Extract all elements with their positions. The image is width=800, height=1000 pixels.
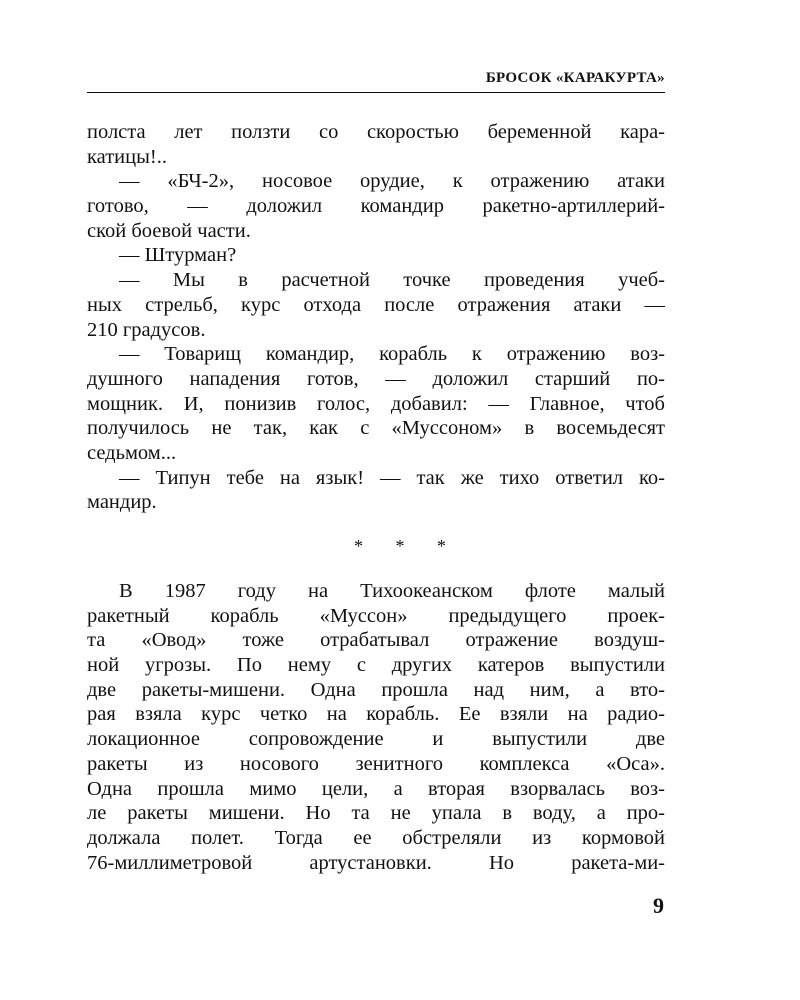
text-line: ракеты из носового зенитного комплекса «Оса».: [87, 752, 665, 775]
text-line: полста лет ползти со скоростью беременной кара-: [87, 121, 665, 143]
text-line: — Типун тебе на язык! — так же тихо ответил ко-: [119, 466, 665, 489]
running-header: [87, 68, 665, 93]
text-line: рая взяла курс четко на корабль. Ее взяли на радио-: [87, 703, 665, 726]
text-line: В 1987 году на Тихоокеанском флоте малый: [119, 580, 665, 602]
text-line: готово, — доложил командир ракетно-артиллерий-: [87, 195, 665, 218]
text-line: ной угрозы. По нему с других катеров выпустили: [87, 654, 665, 677]
running-title: БРОСОК «КАРАКУРТА»: [485, 70, 665, 86]
text-line: душного нападения готов, — доложил старший по-: [87, 367, 665, 390]
text-line: 210 градусов.: [87, 318, 206, 341]
text-line: должала полет. Тогда ее обстреляли из кормовой: [87, 826, 665, 849]
section-break: * * *: [354, 536, 460, 556]
page-number: 9: [653, 893, 664, 918]
text-line: катицы!..: [87, 145, 167, 168]
text-line: 76-миллиметровой артустановки. Но ракета-ми-: [87, 851, 665, 874]
text-line: ской боевой части.: [87, 219, 251, 242]
text-line: получилось не так, как с «Муссоном» в восемьдесят: [87, 417, 665, 440]
text-line: мощник. И, понизив голос, добавил: — Главное, чтоб: [87, 392, 665, 415]
text-line: Одна прошла мимо цели, а вторая взорвалась воз-: [87, 777, 665, 800]
text-block-top: [87, 120, 665, 515]
text-block-bottom: [87, 579, 665, 875]
text-line: — Штурман?: [119, 244, 237, 267]
text-line: локационное сопровождение и выпустили две: [87, 728, 665, 751]
text-line: седьмом...: [87, 441, 177, 464]
text-line: ле ракеты мишени. Но та не упала в воду, а про-: [87, 802, 665, 825]
text-line: две ракеты-мишени. Одна прошла над ним, а вто-: [87, 678, 665, 701]
text-line: — Товарищ командир, корабль к отражению воз-: [119, 343, 665, 366]
text-line: — «БЧ-2», носовое орудие, к отражению атаки: [119, 170, 665, 193]
text-line: — Мы в расчетной точке проведения учеб-: [119, 269, 665, 292]
text-line: та «Овод» тоже отрабатывал отражение воздуш-: [87, 629, 665, 652]
text-line: мандир.: [87, 491, 157, 514]
text-line: ных стрельб, курс отхода после отражения атаки —: [87, 293, 665, 316]
text-line: ракетный корабль «Муссон» предыдущего проек-: [87, 604, 665, 627]
